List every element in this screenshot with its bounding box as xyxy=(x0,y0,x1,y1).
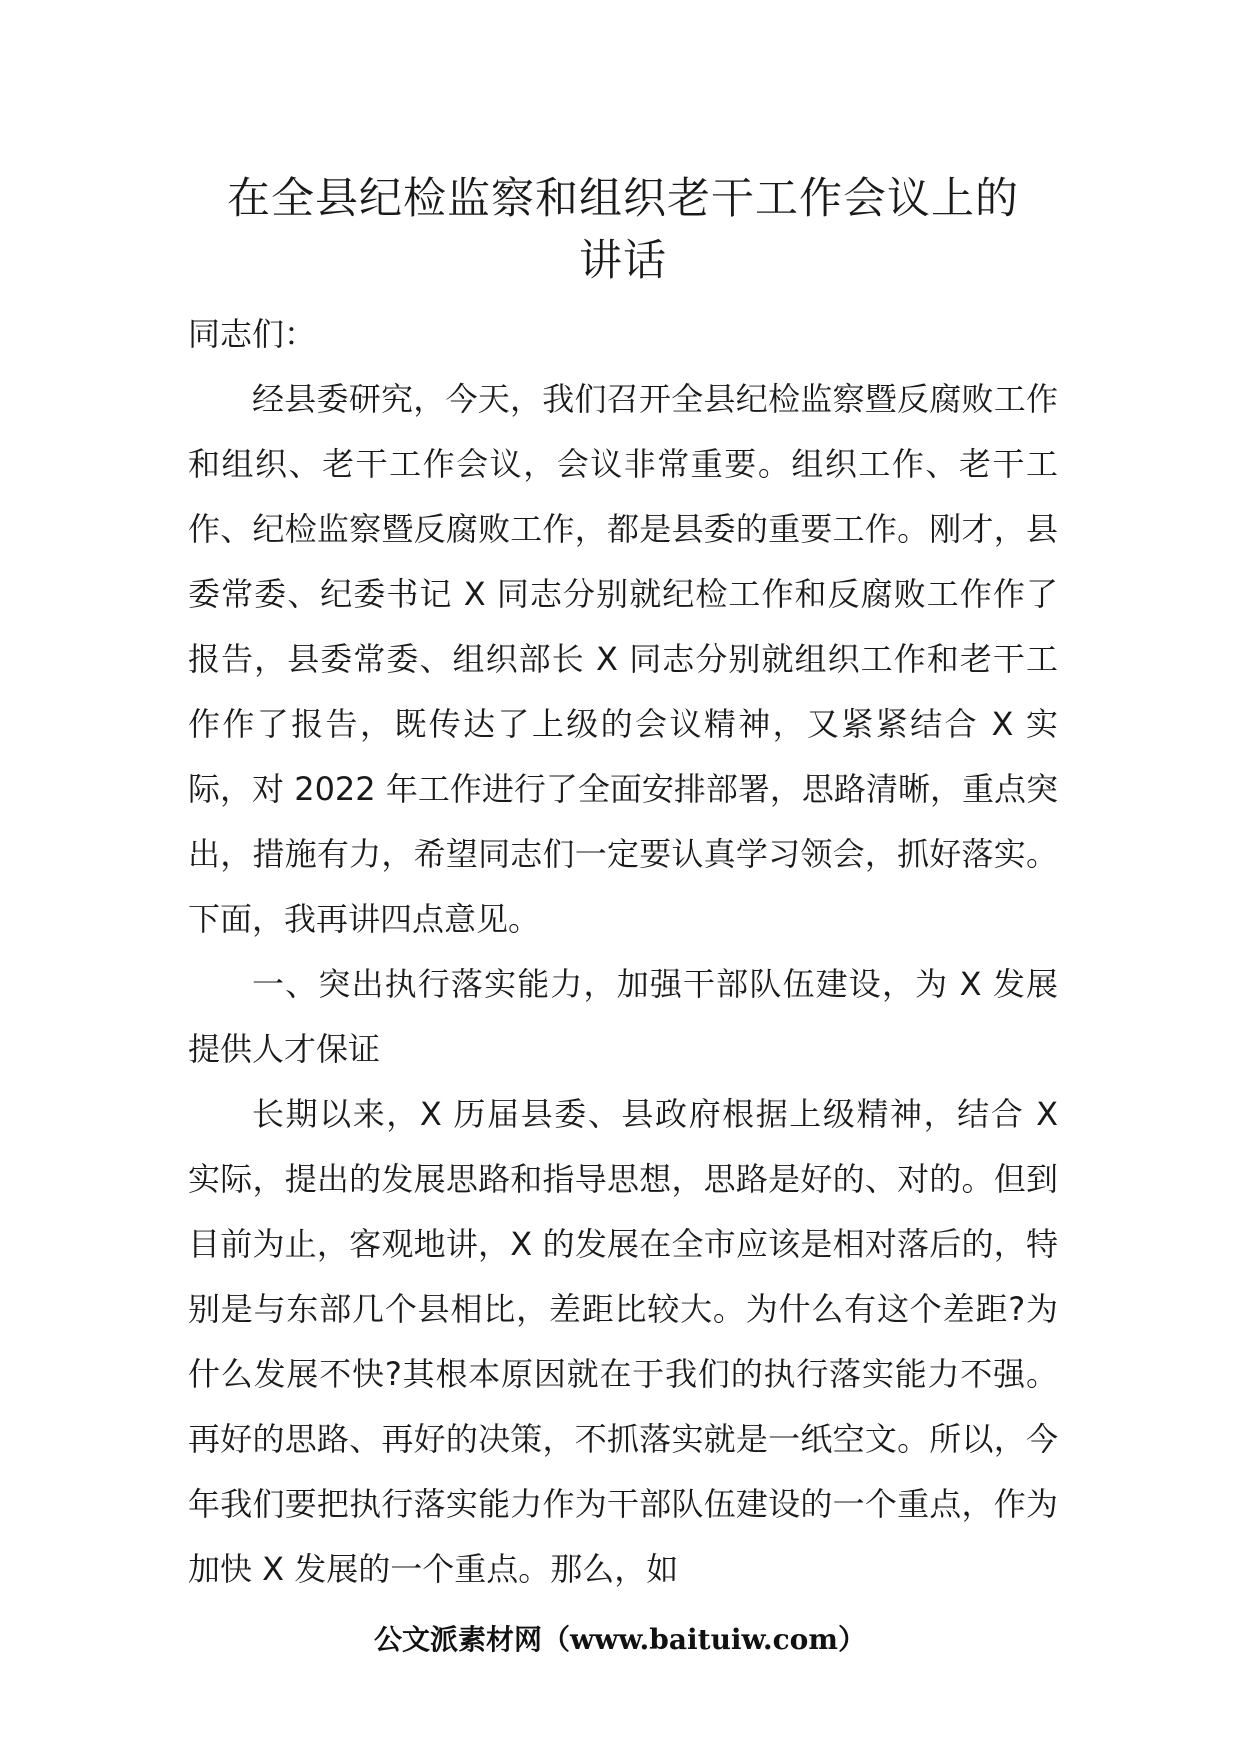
opening-paragraph: 经县委研究，今天，我们召开全县纪检监察暨反腐败工作和组织、老干工作会议，会议非常重要。组织工作、老干工作、纪检监察暨反腐败工作，都是县委的重要工作。刚才，县委常委、纪委书记 X 同志分别就纪检工作和反腐败工作作了报告，县委常委、组织部长 X 同志分别就组织工作和老干工作作了报告，既传达了上级的会议精神，又紧紧结合 X 实际，对 2022 年工作进行了全面安排部署，思路清晰，重点突出，措施有力，希望同志们一定要认真学习领会，抓好落实。下面，我再讲四点意见。 xyxy=(188,380,1058,938)
document-page xyxy=(188,168,1058,1602)
section-heading: 一、突出执行落实能力，加强干部队伍建设，为 X 发展提供人才保证 xyxy=(188,965,1058,1068)
document-title xyxy=(188,168,1058,292)
document-title-line-2: 讲话 xyxy=(579,236,667,286)
footer-watermark: 公文派素材网（www.baituiw.com） xyxy=(374,1623,866,1656)
body-paragraph: 长期以来，X 历届县委、县政府根据上级精神，结合 X 实际，提出的发展思路和指导思想，思路是好的、对的。但到目前为止，客观地讲，X 的发展在全市应该是相对落后的，特别是与东部几个县相比，差距比较大。为什么有这个差距?为什么发展不快?其根本原因就在于我们的执行落实能力不强。再好的思路、再好的决策，不抓落实就是一纸空文。所以，今年我们要把执行落实能力作为干部队伍建设的一个重点，作为加快 X 发展的一个重点。那么，如 xyxy=(188,1095,1058,1588)
document-title-line-1: 在全县纪检监察和组织老干工作会议上的 xyxy=(227,174,1019,224)
salutation: 同志们： xyxy=(188,315,317,353)
